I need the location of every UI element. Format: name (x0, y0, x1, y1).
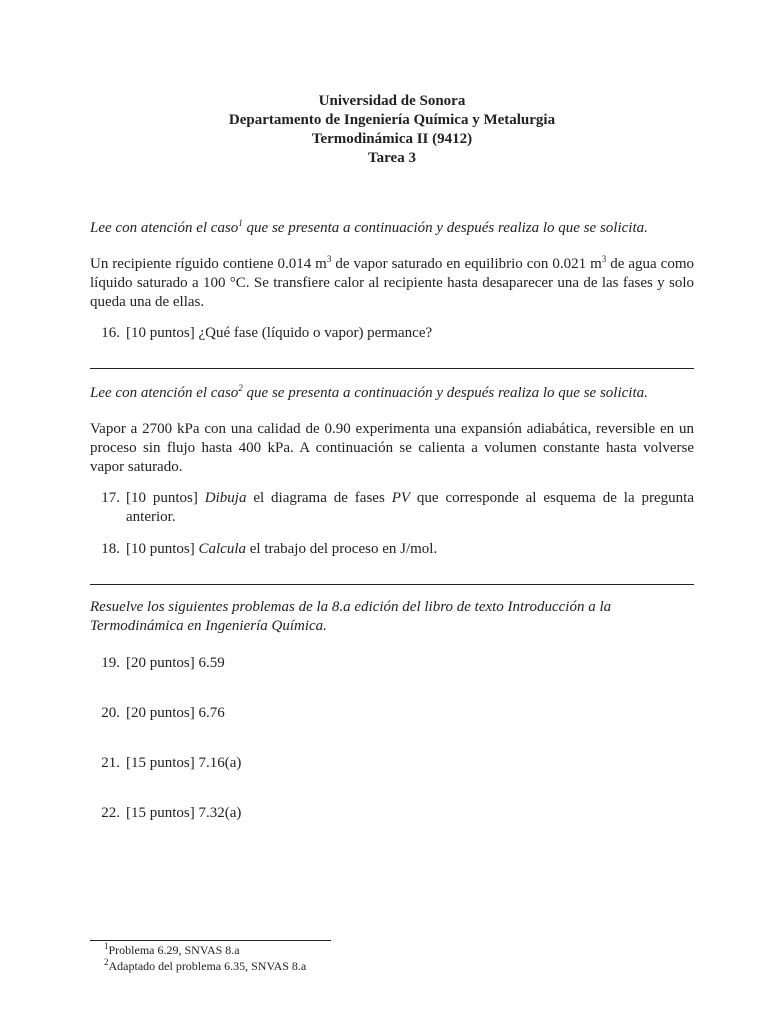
section3-instruction: Resuelve los siguientes problemas de la 8.a edición del libro de texto Introducción a la Termodinámica en Ingeniería Química. (90, 599, 612, 634)
footnote-1 (104, 943, 240, 958)
question-text: [20 puntos] 6.76 (126, 705, 225, 721)
case1-text-part: de vapor saturado en equilibrio con 0.021 m (331, 256, 602, 272)
question-points: [10 puntos] (126, 490, 205, 506)
question-number: 16. (101, 325, 120, 341)
document-header (90, 92, 694, 168)
footnote-text: Problema 6.29, SNVAS 8.a (108, 943, 240, 957)
assignment-title: Tarea 3 (368, 150, 416, 166)
question-number: 21. (101, 755, 120, 771)
footnote-mark: 2 (104, 957, 109, 967)
case1-text-part: de agua como líquido saturado a 100 °C. Se transfiere calor al recipiente hasta desaparecer una de las fases y solo queda una de ellas. (90, 256, 694, 310)
footnote-ref-1: 1 (238, 218, 243, 228)
footnote-divider (90, 940, 331, 941)
footnote-text: Adaptado del problema 6.35, SNVAS 8.a (108, 959, 307, 973)
section-divider (90, 584, 694, 585)
case1-instruction-text-end: que se presenta a continuación y después realiza lo que se solicita. (242, 220, 648, 236)
case1-instruction-text: Lee con atención el caso (90, 220, 239, 236)
question-text: [15 puntos] 7.32(a) (126, 805, 242, 821)
question-text-part: el diagrama de fases (246, 490, 392, 506)
case1-text-part: Un recipiente ríguido contiene 0.014 m (90, 256, 327, 272)
question-number: 20. (101, 705, 120, 721)
question-text (126, 489, 694, 527)
section-divider (90, 368, 694, 369)
footnote-2 (104, 959, 306, 974)
emphasis: PV (391, 490, 411, 506)
question-text-part: que corresponde al esquema de la pregunta anterior. (126, 490, 694, 525)
question-number: 17. (101, 490, 120, 506)
emphasis: Dibuja (204, 490, 247, 506)
question-text: [20 puntos] 6.59 (126, 655, 225, 671)
case2-instruction-text-end: que se presenta a continuación y después realiza lo que se solicita. (242, 385, 648, 401)
question-points: [10 puntos] (126, 541, 199, 557)
question-text-part: el trabajo del proceso en J/mol. (246, 541, 438, 557)
question-text: [10 puntos] ¿Qué fase (líquido o vapor) permance? (126, 325, 433, 341)
superscript: 3 (326, 254, 332, 264)
course-name: Termodinámica II (9412) (311, 131, 473, 147)
case1-instruction (90, 219, 694, 238)
question-text: [15 puntos] 7.16(a) (126, 755, 242, 771)
footnote-ref-2: 2 (238, 383, 243, 393)
question-number: 22. (101, 805, 120, 821)
emphasis: Calcula (198, 541, 246, 557)
case2-instruction-text: Lee con atención el caso (90, 385, 239, 401)
case1-statement (90, 255, 694, 312)
department-name: Departamento de Ingeniería Química y Metalurgia (228, 112, 556, 128)
case2-instruction (90, 384, 694, 403)
footnote-mark: 1 (104, 941, 109, 951)
question-number: 19. (101, 655, 120, 671)
question-text (126, 540, 694, 559)
question-number: 18. (101, 541, 120, 557)
superscript: 3 (601, 254, 607, 264)
case2-statement: Vapor a 2700 kPa con una calidad de 0.90 experimenta una expansión adiabática, reversible en un proceso sin flujo hasta 400 kPa. A continuación se calienta a volumen constante hasta volverse vapor saturado. (90, 421, 694, 475)
university-name: Universidad de Sonora (318, 93, 466, 109)
